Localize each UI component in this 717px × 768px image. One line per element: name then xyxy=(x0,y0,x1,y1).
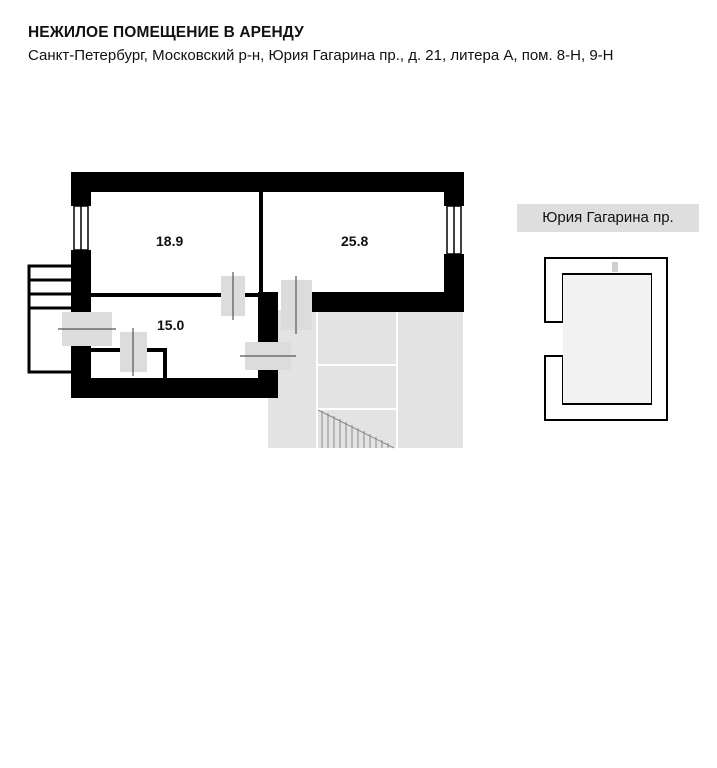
wall-left-middle xyxy=(71,250,91,312)
inner-column-upper xyxy=(258,292,278,342)
street-label: Юрия Гагарина пр. xyxy=(517,204,699,232)
wall-top xyxy=(71,172,463,192)
closet-wall-top-left xyxy=(91,348,121,352)
windows xyxy=(74,206,461,254)
highlighted-premises xyxy=(563,275,651,403)
entrance-marker xyxy=(612,262,618,272)
inner-column-lower xyxy=(258,370,278,398)
closet-wall-right xyxy=(163,348,167,380)
partition-horizontal-left xyxy=(91,293,221,297)
wall-bottom xyxy=(71,378,278,398)
wall-right-upper xyxy=(444,172,464,206)
page-title: НЕЖИЛОЕ ПОМЕЩЕНИЕ В АРЕНДУ xyxy=(28,24,304,41)
stairwell xyxy=(268,310,463,448)
partition-horizontal-right xyxy=(245,293,260,297)
partition-vertical xyxy=(259,192,263,294)
room-area-label: 18.9 xyxy=(156,233,184,249)
wall-left-upper xyxy=(71,172,91,206)
wall-room-25-bottom xyxy=(312,292,464,312)
room-area-label: 25.8 xyxy=(341,233,369,249)
room-area-label: 15.0 xyxy=(157,317,185,333)
stairwell-area xyxy=(268,310,463,448)
address-line: Санкт-Петербург, Московский р-н, Юрия Гагарина пр., д. 21, литера А, пом. 8-Н, 9-Н xyxy=(28,47,614,64)
